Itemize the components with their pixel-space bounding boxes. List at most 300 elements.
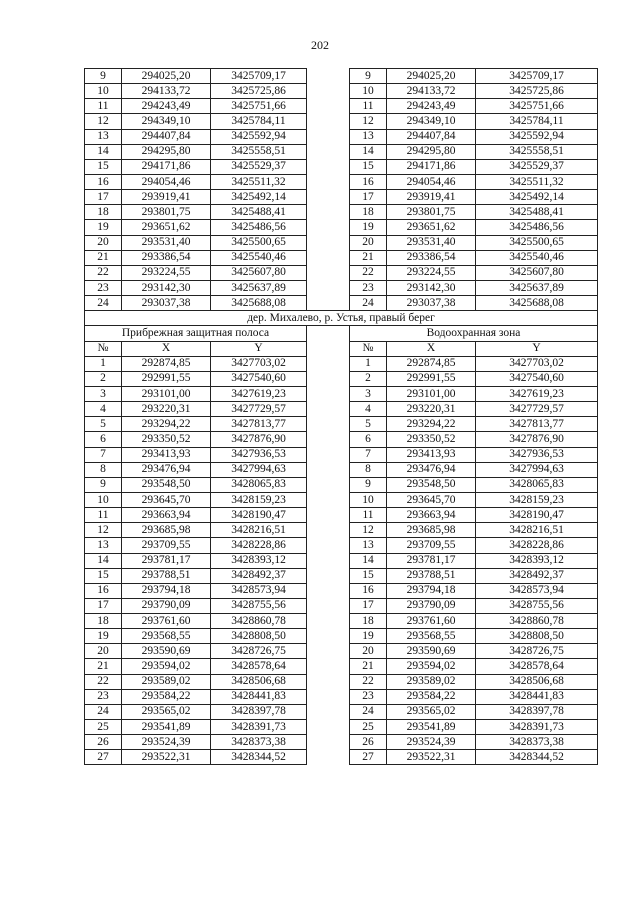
x-coordinate-right: 293663,94 [387,508,476,523]
y-coordinate-left: 3427936,53 [211,447,307,462]
y-coordinate-left: 3428065,83 [211,477,307,492]
table-row [85,402,598,417]
y-coordinate-left: 3428228,86 [211,538,307,553]
y-coordinate-right: 3425558,51 [476,144,598,159]
point-number-right: 12 [350,523,387,538]
point-number-left: 22 [85,674,122,689]
y-coordinate-left: 3427813,77 [211,417,307,432]
column-gap [307,598,350,613]
table-row [85,750,598,765]
point-number-left: 15 [85,568,122,583]
x-coordinate-left: 293761,60 [122,614,211,629]
column-gap [307,432,350,447]
y-coordinate-left: 3428808,50 [211,629,307,644]
point-number-left: 23 [85,689,122,704]
point-number-left: 15 [85,159,122,174]
y-coordinate-left: 3425540,46 [211,250,307,265]
top-rows [85,69,598,311]
point-number-right: 17 [350,190,387,205]
table-row [85,205,598,220]
y-coordinate-left: 3428573,94 [211,583,307,598]
header-num-left: № [85,341,122,356]
point-number-left: 6 [85,432,122,447]
y-coordinate-right: 3428393,12 [476,553,598,568]
y-coordinate-left: 3428441,83 [211,689,307,704]
y-coordinate-right: 3425488,41 [476,205,598,220]
x-coordinate-left: 293651,62 [122,220,211,235]
y-coordinate-right: 3425500,65 [476,235,598,250]
zone-title-row [85,326,598,341]
table-row [85,174,598,189]
x-coordinate-left: 293590,69 [122,644,211,659]
column-gap [307,235,350,250]
x-coordinate-right: 293781,17 [387,553,476,568]
point-number-right: 9 [350,69,387,84]
y-coordinate-left: 3428726,75 [211,644,307,659]
right-zone-title: Водоохранная зона [350,326,598,341]
table-row [85,235,598,250]
column-gap [307,659,350,674]
y-coordinate-right: 3427540,60 [476,371,598,386]
point-number-right: 3 [350,386,387,401]
y-coordinate-right: 3428726,75 [476,644,598,659]
x-coordinate-left: 294054,46 [122,174,211,189]
table-row [85,553,598,568]
y-coordinate-left: 3428373,38 [211,735,307,750]
y-coordinate-right: 3425784,11 [476,114,598,129]
y-coordinate-right: 3427703,02 [476,356,598,371]
table-row [85,462,598,477]
x-coordinate-left: 293794,18 [122,583,211,598]
point-number-left: 24 [85,704,122,719]
x-coordinate-left: 293220,31 [122,402,211,417]
y-coordinate-left: 3428397,78 [211,704,307,719]
y-coordinate-right: 3428808,50 [476,629,598,644]
y-coordinate-left: 3428860,78 [211,614,307,629]
y-coordinate-right: 3425486,56 [476,220,598,235]
point-number-right: 22 [350,674,387,689]
y-coordinate-right: 3427936,53 [476,447,598,462]
x-coordinate-left: 293589,02 [122,674,211,689]
y-coordinate-right: 3425709,17 [476,69,598,84]
table-row [85,144,598,159]
x-coordinate-left: 294243,49 [122,99,211,114]
table-row [85,447,598,462]
y-coordinate-right: 3428860,78 [476,614,598,629]
point-number-right: 10 [350,492,387,507]
x-coordinate-right: 293651,62 [387,220,476,235]
table-row [85,583,598,598]
point-number-left: 20 [85,644,122,659]
point-number-left: 22 [85,265,122,280]
table-row [85,735,598,750]
column-gap [307,265,350,280]
y-coordinate-right: 3428159,23 [476,492,598,507]
point-number-right: 26 [350,735,387,750]
y-coordinate-left: 3428190,47 [211,508,307,523]
x-coordinate-right: 293645,70 [387,492,476,507]
point-number-left: 16 [85,583,122,598]
point-number-right: 18 [350,614,387,629]
point-number-right: 17 [350,598,387,613]
column-gap [307,129,350,144]
x-coordinate-left: 293548,50 [122,477,211,492]
x-coordinate-left: 293413,93 [122,447,211,462]
point-number-right: 14 [350,144,387,159]
x-coordinate-right: 293590,69 [387,644,476,659]
y-coordinate-left: 3425558,51 [211,144,307,159]
column-gap [307,508,350,523]
column-gap [307,371,350,386]
table-row [85,220,598,235]
table-row [85,265,598,280]
x-coordinate-right: 293413,93 [387,447,476,462]
x-coordinate-right: 294133,72 [387,84,476,99]
y-coordinate-left: 3425725,86 [211,84,307,99]
y-coordinate-right: 3425688,08 [476,296,598,311]
column-gap [307,280,350,295]
column-gap [307,69,350,84]
column-gap [307,492,350,507]
column-gap [307,750,350,765]
point-number-left: 8 [85,462,122,477]
column-gap [307,99,350,114]
y-coordinate-left: 3425511,32 [211,174,307,189]
x-coordinate-left: 293101,00 [122,386,211,401]
table-row [85,386,598,401]
y-coordinate-right: 3428492,37 [476,568,598,583]
table-row [85,523,598,538]
y-coordinate-left: 3425529,37 [211,159,307,174]
point-number-left: 14 [85,553,122,568]
x-coordinate-left: 293568,55 [122,629,211,644]
point-number-left: 13 [85,538,122,553]
column-gap [307,326,350,341]
point-number-right: 16 [350,583,387,598]
point-number-right: 21 [350,250,387,265]
table-row [85,417,598,432]
x-coordinate-left: 294295,80 [122,144,211,159]
point-number-left: 26 [85,735,122,750]
point-number-left: 19 [85,220,122,235]
header-x-left: X [122,341,211,356]
column-gap [307,205,350,220]
y-coordinate-right: 3427619,23 [476,386,598,401]
x-coordinate-left: 293594,02 [122,659,211,674]
column-gap [307,538,350,553]
x-coordinate-left: 294025,20 [122,69,211,84]
point-number-left: 7 [85,447,122,462]
point-number-left: 23 [85,280,122,295]
y-coordinate-right: 3428228,86 [476,538,598,553]
y-coordinate-right: 3427813,77 [476,417,598,432]
header-y-right: Y [476,341,598,356]
y-coordinate-left: 3428755,56 [211,598,307,613]
y-coordinate-right: 3428573,94 [476,583,598,598]
y-coordinate-right: 3428441,83 [476,689,598,704]
x-coordinate-left: 293142,30 [122,280,211,295]
table-row [85,250,598,265]
point-number-right: 23 [350,280,387,295]
x-coordinate-right: 293584,22 [387,689,476,704]
column-gap [307,220,350,235]
column-gap [307,523,350,538]
x-coordinate-left: 293531,40 [122,235,211,250]
table-row [85,99,598,114]
table-row [85,129,598,144]
point-number-right: 27 [350,750,387,765]
column-gap [307,704,350,719]
column-gap [307,144,350,159]
point-number-left: 2 [85,371,122,386]
x-coordinate-right: 294407,84 [387,129,476,144]
column-gap [307,84,350,99]
point-number-right: 11 [350,508,387,523]
x-coordinate-right: 293524,39 [387,735,476,750]
y-coordinate-right: 3427994,63 [476,462,598,477]
point-number-left: 20 [85,235,122,250]
x-coordinate-right: 292874,85 [387,356,476,371]
column-gap [307,417,350,432]
point-number-right: 25 [350,720,387,735]
y-coordinate-left: 3425486,56 [211,220,307,235]
column-gap [307,735,350,750]
header-y-left: Y [211,341,307,356]
section-header [85,311,598,356]
column-header-row [85,341,598,356]
column-gap [307,296,350,311]
x-coordinate-right: 294025,20 [387,69,476,84]
x-coordinate-right: 293685,98 [387,523,476,538]
point-number-right: 22 [350,265,387,280]
point-number-left: 27 [85,750,122,765]
x-coordinate-left: 293781,17 [122,553,211,568]
table-row [85,69,598,84]
table-row [85,190,598,205]
table-row [85,280,598,295]
left-zone-title: Прибрежная защитная полоса [85,326,307,341]
y-coordinate-left: 3428216,51 [211,523,307,538]
table-row [85,356,598,371]
table-row [85,114,598,129]
point-number-right: 23 [350,689,387,704]
y-coordinate-left: 3425500,65 [211,235,307,250]
point-number-right: 8 [350,462,387,477]
column-gap [307,720,350,735]
y-coordinate-right: 3428578,64 [476,659,598,674]
point-number-right: 2 [350,371,387,386]
column-gap [307,447,350,462]
y-coordinate-left: 3428393,12 [211,553,307,568]
x-coordinate-right: 294349,10 [387,114,476,129]
point-number-left: 25 [85,720,122,735]
column-gap [307,356,350,371]
x-coordinate-left: 293522,31 [122,750,211,765]
x-coordinate-left: 293541,89 [122,720,211,735]
column-gap [307,674,350,689]
column-gap [307,402,350,417]
point-number-right: 6 [350,432,387,447]
point-number-left: 21 [85,659,122,674]
table-row [85,492,598,507]
table-row [85,720,598,735]
y-coordinate-right: 3425607,80 [476,265,598,280]
y-coordinate-left: 3427994,63 [211,462,307,477]
point-number-right: 14 [350,553,387,568]
y-coordinate-left: 3428506,68 [211,674,307,689]
y-coordinate-left: 3425709,17 [211,69,307,84]
x-coordinate-right: 293919,41 [387,190,476,205]
page-number: 202 [311,38,329,52]
table-row [85,432,598,447]
point-number-right: 16 [350,174,387,189]
column-gap [307,159,350,174]
column-gap [307,477,350,492]
x-coordinate-left: 293584,22 [122,689,211,704]
x-coordinate-left: 293350,52 [122,432,211,447]
x-coordinate-right: 293386,54 [387,250,476,265]
column-gap [307,553,350,568]
x-coordinate-left: 293476,94 [122,462,211,477]
table-row [85,371,598,386]
x-coordinate-left: 293037,38 [122,296,211,311]
point-number-left: 11 [85,508,122,523]
point-number-left: 24 [85,296,122,311]
x-coordinate-left: 293801,75 [122,205,211,220]
x-coordinate-right: 293531,40 [387,235,476,250]
y-coordinate-left: 3428159,23 [211,492,307,507]
point-number-left: 18 [85,614,122,629]
point-number-left: 11 [85,99,122,114]
y-coordinate-right: 3425511,32 [476,174,598,189]
point-number-right: 7 [350,447,387,462]
point-number-left: 12 [85,523,122,538]
point-number-left: 13 [85,129,122,144]
table-row [85,84,598,99]
table-row [85,644,598,659]
point-number-right: 21 [350,659,387,674]
x-coordinate-right: 293568,55 [387,629,476,644]
point-number-right: 5 [350,417,387,432]
column-gap [307,341,350,356]
y-coordinate-right: 3428216,51 [476,523,598,538]
point-number-right: 1 [350,356,387,371]
point-number-left: 9 [85,69,122,84]
x-coordinate-right: 293788,51 [387,568,476,583]
point-number-left: 5 [85,417,122,432]
table-row [85,159,598,174]
x-coordinate-left: 293663,94 [122,508,211,523]
y-coordinate-right: 3425751,66 [476,99,598,114]
column-gap [307,462,350,477]
x-coordinate-right: 293801,75 [387,205,476,220]
y-coordinate-right: 3428755,56 [476,598,598,613]
x-coordinate-right: 293142,30 [387,280,476,295]
x-coordinate-left: 293685,98 [122,523,211,538]
point-number-right: 15 [350,568,387,583]
x-coordinate-right: 294171,86 [387,159,476,174]
y-coordinate-right: 3425725,86 [476,84,598,99]
y-coordinate-left: 3428344,52 [211,750,307,765]
table-row [85,477,598,492]
point-number-left: 17 [85,190,122,205]
y-coordinate-left: 3425492,14 [211,190,307,205]
y-coordinate-left: 3425592,94 [211,129,307,144]
y-coordinate-right: 3425540,46 [476,250,598,265]
column-gap [307,250,350,265]
point-number-right: 19 [350,629,387,644]
x-coordinate-right: 293037,38 [387,296,476,311]
bottom-rows [85,356,598,765]
x-coordinate-right: 293565,02 [387,704,476,719]
y-coordinate-right: 3425592,94 [476,129,598,144]
y-coordinate-left: 3425751,66 [211,99,307,114]
point-number-right: 4 [350,402,387,417]
y-coordinate-left: 3427703,02 [211,356,307,371]
point-number-left: 21 [85,250,122,265]
point-number-right: 11 [350,99,387,114]
column-gap [307,614,350,629]
table-row [85,689,598,704]
table-row [85,296,598,311]
x-coordinate-right: 293761,60 [387,614,476,629]
y-coordinate-left: 3427876,90 [211,432,307,447]
x-coordinate-right: 293220,31 [387,402,476,417]
column-gap [307,644,350,659]
x-coordinate-right: 294295,80 [387,144,476,159]
point-number-left: 12 [85,114,122,129]
table-row [85,538,598,553]
point-number-right: 10 [350,84,387,99]
column-gap [307,568,350,583]
x-coordinate-left: 293224,55 [122,265,211,280]
x-coordinate-left: 293386,54 [122,250,211,265]
point-number-right: 9 [350,477,387,492]
y-coordinate-right: 3428397,78 [476,704,598,719]
y-coordinate-left: 3425637,89 [211,280,307,295]
x-coordinate-right: 292991,55 [387,371,476,386]
column-gap [307,174,350,189]
table-row [85,614,598,629]
point-number-left: 17 [85,598,122,613]
point-number-left: 1 [85,356,122,371]
point-number-left: 14 [85,144,122,159]
point-number-left: 4 [85,402,122,417]
x-coordinate-left: 293524,39 [122,735,211,750]
y-coordinate-left: 3428578,64 [211,659,307,674]
point-number-right: 24 [350,296,387,311]
y-coordinate-right: 3428190,47 [476,508,598,523]
table-row [85,568,598,583]
header-x-right: X [387,341,476,356]
x-coordinate-right: 294243,49 [387,99,476,114]
y-coordinate-left: 3427540,60 [211,371,307,386]
y-coordinate-right: 3425529,37 [476,159,598,174]
header-num-right: № [350,341,387,356]
point-number-right: 20 [350,644,387,659]
table-row [85,674,598,689]
x-coordinate-left: 293709,55 [122,538,211,553]
x-coordinate-left: 294349,10 [122,114,211,129]
y-coordinate-left: 3427729,57 [211,402,307,417]
x-coordinate-right: 293101,00 [387,386,476,401]
point-number-left: 10 [85,84,122,99]
table-row [85,508,598,523]
y-coordinate-right: 3428344,52 [476,750,598,765]
x-coordinate-left: 293645,70 [122,492,211,507]
point-number-left: 19 [85,629,122,644]
x-coordinate-left: 293565,02 [122,704,211,719]
